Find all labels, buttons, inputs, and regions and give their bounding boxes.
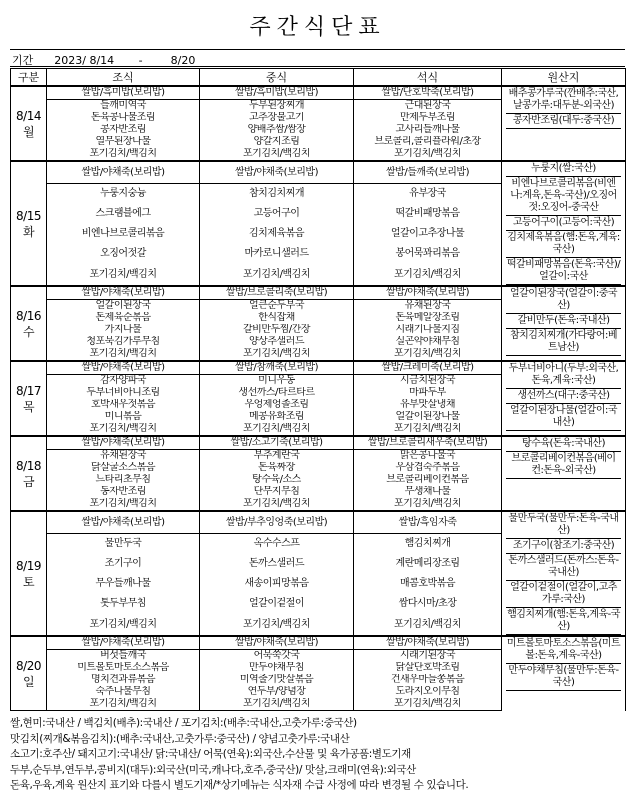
table-row — [11, 86, 626, 100]
dinner-item: 햄김치찌개 — [354, 534, 502, 555]
origin-item: 물만두국(물만두:돈육-국내산) — [506, 512, 621, 539]
lunch-item: 고등어구이 — [200, 204, 354, 224]
breakfast-item: 포기김치/백김치 — [47, 498, 200, 511]
lunch-item: 쌀밥/소고기죽(보리밥) — [200, 436, 354, 450]
day-weekday: 토 — [22, 574, 35, 589]
origin-item: 얼갈이된장국(얼갈이:중국산) — [506, 287, 621, 314]
dinner-item: 유부장국 — [354, 184, 502, 205]
lunch-item: 만두야채무침 — [200, 662, 354, 674]
breakfast-item: 느타리초무침 — [47, 474, 200, 486]
breakfast-item: 물만두국 — [47, 534, 200, 555]
day-weekday: 화 — [22, 224, 35, 239]
origin-item: 브로콜리베이컨볶음(베이컨:돈육-외국산) — [506, 452, 621, 479]
dinner-item: 유채된장국 — [354, 300, 502, 313]
lunch-item: 마카로니샐러드 — [200, 244, 354, 264]
footer-line: 맛김치(찌개&볶음김치):(배추:국내산,고춧가루:중국산) / 양념고춧가루:국내산 — [10, 732, 350, 745]
table-row — [11, 636, 626, 650]
breakfast-item: 쌀밥/야채죽(보리밥) — [47, 286, 200, 300]
breakfast-item: 누룽지숭늉 — [47, 184, 200, 205]
lunch-item: 포기김치/백김치 — [200, 348, 354, 361]
lunch-item: 양배추쌈/쌈장 — [200, 124, 354, 136]
breakfast-item: 비엔나브로콜리볶음 — [47, 224, 200, 244]
day-weekday: 금 — [22, 474, 35, 489]
origin-item: 탕수육(돈육:국내산) — [506, 437, 621, 452]
origin-item: 갈비만두(돈육:국내산) — [506, 314, 621, 329]
origin-item: 얼갈이겉절이(얼갈이,고추가루:국산) — [506, 581, 621, 608]
dinner-item: 만제두부조림 — [354, 112, 502, 124]
breakfast-item: 쌀밥/야채죽(보리밥) — [47, 636, 200, 650]
lunch-item: 얼큰순두부국 — [200, 300, 354, 313]
origin-item: 두부너비아니(두부:외국산,돈육,계육:국산) — [506, 362, 621, 389]
breakfast-item: 포기김치/백김치 — [47, 423, 200, 436]
period-label: 기간 — [12, 54, 34, 67]
dinner-item: 쌀밥/야채죽(보리밥) — [354, 636, 502, 650]
breakfast-item: 유채된장국 — [47, 450, 200, 463]
breakfast-item: 두부너비아니조림 — [47, 387, 200, 399]
day-cell — [11, 511, 47, 636]
table-row — [11, 511, 626, 534]
origin-cell — [502, 361, 626, 436]
origin-cell — [502, 86, 626, 161]
origin-item: 고등어구이(고등어:국산) — [506, 216, 621, 231]
dinner-item: 포기김치/백김치 — [354, 148, 502, 161]
dinner-item: 계란메리장조림 — [354, 554, 502, 574]
lunch-item: 쌀밥/부추잉엉죽(보리밥) — [200, 511, 354, 534]
dinner-item: 시래기된장국 — [354, 650, 502, 663]
period-end: 8/20 — [170, 54, 196, 67]
breakfast-item: 열무된장나물 — [47, 136, 200, 148]
day-weekday: 일 — [22, 674, 35, 689]
dinner-item: 브로콜리,콜리플라워/초장 — [354, 136, 502, 148]
breakfast-item: 조기구이 — [47, 554, 200, 574]
menu-body — [11, 86, 626, 711]
table-row — [11, 361, 626, 375]
table-row — [11, 436, 626, 450]
breakfast-item: 톳두부무침 — [47, 594, 200, 614]
origin-item: 얼갈이된장나물(얼갈이:국내산) — [506, 404, 621, 431]
dinner-item: 쌀밥/흑임자죽 — [354, 511, 502, 534]
breakfast-item: 들깨미역국 — [47, 100, 200, 113]
period-divider — [10, 66, 625, 67]
breakfast-item: 쌀밥/야채죽(보리밥) — [47, 511, 200, 534]
dinner-item: 도라지오이무침 — [354, 686, 502, 698]
origin-cell — [502, 636, 626, 711]
lunch-item: 포기김치/백김치 — [200, 498, 354, 511]
lunch-item: 옥수수스프 — [200, 534, 354, 555]
origin-item: 김치제육볶음(햄:돈육,계육:국산) — [506, 231, 621, 258]
dinner-item: 얼갈이고추장나물 — [354, 224, 502, 244]
breakfast-item: 가지나물 — [47, 324, 200, 336]
lunch-item: 새송이피망볶음 — [200, 574, 354, 594]
header-row — [11, 69, 626, 87]
lunch-item: 부추계란국 — [200, 450, 354, 463]
breakfast-item: 미트볼토마토소스볶음 — [47, 662, 200, 674]
day-cell — [11, 86, 47, 161]
day-date: 8/15 — [16, 208, 41, 223]
dinner-item: 우삼겹숙주볶음 — [354, 462, 502, 474]
lunch-item: 갈비만두찜/간장 — [200, 324, 354, 336]
origin-cell — [502, 511, 626, 636]
footer-notes — [10, 716, 630, 794]
dinner-item: 쌀밥/단호박죽(보리밥) — [354, 86, 502, 100]
lunch-item: 양상추샐러드 — [200, 336, 354, 348]
lunch-item: 고추장불고기 — [200, 112, 354, 124]
day-date: 8/14 — [16, 108, 41, 123]
dinner-item: 고사리들깨나물 — [354, 124, 502, 136]
header-origin: 원산지 — [502, 69, 626, 87]
breakfast-item: 닭살굴소스볶음 — [47, 462, 200, 474]
dinner-item: 돈육메알장조림 — [354, 312, 502, 324]
origin-item: 생선까스(대구:중국산) — [506, 389, 621, 404]
day-date: 8/19 — [16, 558, 41, 573]
breakfast-item: 명치견과류볶음 — [47, 674, 200, 686]
dinner-item: 마파두부 — [354, 387, 502, 399]
day-date: 8/20 — [16, 658, 41, 673]
footer-line: 쌀,현미:국내산 / 백김치(배추):국내산 / 포기김치:(배추:국내산,고춧가루:중국산) — [10, 717, 357, 729]
page-title: 주간식단표 — [249, 15, 386, 40]
lunch-item: 참치김치찌개 — [200, 184, 354, 205]
day-weekday: 수 — [22, 324, 35, 339]
origin-item: 참치김치찌개(가다랑어:베트남산) — [506, 329, 621, 356]
table-row — [11, 286, 626, 300]
period-start: 2023/ 8/14 — [54, 54, 115, 67]
origin-item: 비엔나브로콜리볶음(비엔나:계육,돈육-국산)/오징어젓:오징어-중국산 — [506, 177, 621, 216]
lunch-item: 포기김치/백김치 — [200, 614, 354, 636]
breakfast-item: 얼갈이된장국 — [47, 300, 200, 313]
lunch-item: 쌀밥/흑미밥(보리밥) — [200, 86, 354, 100]
lunch-item: 미니우동 — [200, 375, 354, 388]
lunch-item: 우엉제엉졸조림 — [200, 399, 354, 411]
dinner-item: 포기김치/백김치 — [354, 348, 502, 361]
breakfast-item: 동자반조림 — [47, 486, 200, 498]
lunch-item: 김치제육볶음 — [200, 224, 354, 244]
breakfast-item: 콩자반조림 — [47, 124, 200, 136]
lunch-item: 포기김치/백김치 — [200, 423, 354, 436]
breakfast-item: 포기김치/백김치 — [47, 348, 200, 361]
header-category: 구분 — [11, 69, 47, 87]
lunch-item: 쌀밥/브로콜리죽(보리밥) — [200, 286, 354, 300]
lunch-item: 미역줄기맛살볶음 — [200, 674, 354, 686]
dinner-item: 쌀밥/브로콜리새우죽(보리밥) — [354, 436, 502, 450]
breakfast-item: 호박새우젓볶음 — [47, 399, 200, 411]
lunch-item: 쌀밥/야채죽(보리밥) — [200, 161, 354, 184]
breakfast-item: 포기김치/백김치 — [47, 698, 200, 711]
lunch-item: 돈육짜장 — [200, 462, 354, 474]
lunch-item: 한식잡채 — [200, 312, 354, 324]
footer-line: 돈육,우육,계육 원산지 표기와 다를시 별도기재/*상기메뉴는 식자재 수급 사정에 따라 변경될 수 있습니다. — [10, 779, 469, 792]
origin-item: 콩자반조림(대두:중국산) — [506, 114, 621, 129]
dinner-item: 포기김치/백김치 — [354, 698, 502, 711]
breakfast-item: 청포묵김가루무침 — [47, 336, 200, 348]
dinner-item: 무생채나물 — [354, 486, 502, 498]
footer-line: 두부,순두부,연두부,콩비지(대두):외국산(미국,캐나다,호주,중국산)/ 맛살,크래미(연육):외국산 — [10, 763, 416, 776]
lunch-item: 두부된장찌개 — [200, 100, 354, 113]
footer-line: 소고기:호주산/ 돼지고기:국내산/ 닭:국내산/ 어묵(연육):외국산,수산물 및 육가공품:별도기재 — [10, 748, 411, 761]
breakfast-item: 스크램블에그 — [47, 204, 200, 224]
lunch-item: 포기김치/백김치 — [200, 698, 354, 711]
origin-item: 미트볼토마토소스볶음(미트볼:돈육,계육-국산) — [506, 637, 621, 664]
dinner-item: 포기김치/백김치 — [354, 614, 502, 636]
origin-cell — [502, 286, 626, 361]
day-cell — [11, 361, 47, 436]
origin-item: 누룽지(쌀:국산) — [506, 162, 621, 177]
dinner-item: 유부맛살냉채 — [354, 399, 502, 411]
breakfast-item: 쌀밥/야채죽(보리밥) — [47, 361, 200, 375]
origin-item: 배추콩가루국(깐배추:국산,날콩가루:대두분-외국산) — [506, 87, 621, 114]
breakfast-item: 감자양파국 — [47, 375, 200, 388]
origin-cell — [502, 436, 626, 511]
dinner-item: 봉어묵꽈리볶음 — [354, 244, 502, 264]
breakfast-item: 오징어젓갈 — [47, 244, 200, 264]
period-dash: - — [138, 54, 143, 67]
weekly-menu-table — [10, 68, 626, 711]
lunch-item: 포기김치/백김치 — [200, 148, 354, 161]
breakfast-item: 돈육콩나물조림 — [47, 112, 200, 124]
lunch-item: 얼갈이겉절이 — [200, 594, 354, 614]
day-date: 8/16 — [16, 308, 41, 323]
day-date: 8/18 — [16, 458, 41, 473]
header-lunch: 중식 — [200, 69, 354, 87]
lunch-item: 연두부/양념장 — [200, 686, 354, 698]
dinner-item: 닭살단호박조림 — [354, 662, 502, 674]
day-cell — [11, 161, 47, 286]
breakfast-item: 숙주나물무침 — [47, 686, 200, 698]
breakfast-item: 쌀밥/야채죽(보리밥) — [47, 161, 200, 184]
lunch-item: 단무지무침 — [200, 486, 354, 498]
breakfast-item: 쌀밥/흑미밥(보리밥) — [47, 86, 200, 100]
dinner-item: 포기김치/백김치 — [354, 423, 502, 436]
origin-item: 돈까스샐러드(돈까스:돈육-국내산) — [506, 554, 621, 581]
dinner-item: 포기김치/백김치 — [354, 264, 502, 286]
origin-item: 만두야채무침(물만두:돈육-국산) — [506, 664, 621, 691]
dinner-item: 쌀밥/크레미죽(보리밥) — [354, 361, 502, 375]
lunch-item: 어묵쑥갓국 — [200, 650, 354, 663]
lunch-item: 메콩유화조림 — [200, 411, 354, 423]
dinner-item: 쌀밥/야채죽(보리밥) — [354, 286, 502, 300]
dinner-item: 시래기나물지짐 — [354, 324, 502, 336]
lunch-item: 돈까스샐러드 — [200, 554, 354, 574]
dinner-item: 쌀밥/들깨죽(보리밥) — [354, 161, 502, 184]
header-breakfast: 조식 — [47, 69, 200, 87]
dinner-item: 떡갈비패망볶음 — [354, 204, 502, 224]
lunch-item: 쌀밥/야채죽(보리밥) — [200, 636, 354, 650]
table-row — [11, 161, 626, 184]
lunch-item: 생선까스/타르타르 — [200, 387, 354, 399]
dinner-item: 브로콜리베이컨볶음 — [354, 474, 502, 486]
lunch-item: 탕수육/소스 — [200, 474, 354, 486]
dinner-item: 맑은콩나물국 — [354, 450, 502, 463]
origin-item: 햄김치찌개(햄:돈육,계육-국산) — [506, 608, 621, 635]
breakfast-item: 돈제육순볶음 — [47, 312, 200, 324]
dinner-item: 시금치된장국 — [354, 375, 502, 388]
dinner-item: 매콤호박볶음 — [354, 574, 502, 594]
breakfast-item: 쌀밥/야채죽(보리밥) — [47, 436, 200, 450]
dinner-item: 쌈다시마/초장 — [354, 594, 502, 614]
lunch-item: 양갈지조림 — [200, 136, 354, 148]
breakfast-item: 무우들깨나물 — [47, 574, 200, 594]
day-cell — [11, 436, 47, 511]
dinner-item: 얼갈이된장나물 — [354, 411, 502, 423]
lunch-item: 쌀밥/참깨죽(보리밥) — [200, 361, 354, 375]
lunch-item: 포기김치/백김치 — [200, 264, 354, 286]
day-date: 8/17 — [16, 383, 41, 398]
origin-item: 떡갈비패망볶음(돈육:국산)/얼갈이:국산 — [506, 258, 621, 285]
breakfast-item: 포기김치/백김치 — [47, 148, 200, 161]
day-cell — [11, 286, 47, 361]
breakfast-item: 포기김치/백김치 — [47, 264, 200, 286]
dinner-item: 근대된장국 — [354, 100, 502, 113]
breakfast-item: 버섯들깨국 — [47, 650, 200, 663]
origin-item: 조기구이(참조기:중국산) — [506, 539, 621, 554]
origin-cell — [502, 161, 626, 286]
day-weekday: 월 — [22, 124, 35, 139]
breakfast-item: 미니볶음 — [47, 411, 200, 423]
dinner-item: 실곤약야채무침 — [354, 336, 502, 348]
header-dinner: 석식 — [354, 69, 502, 87]
dinner-item: 포기김치/백김치 — [354, 498, 502, 511]
breakfast-item: 포기김치/백김치 — [47, 614, 200, 636]
title-divider — [10, 49, 625, 50]
dinner-item: 건새우마늘쫑볶음 — [354, 674, 502, 686]
day-cell — [11, 636, 47, 711]
day-weekday: 목 — [22, 399, 35, 414]
